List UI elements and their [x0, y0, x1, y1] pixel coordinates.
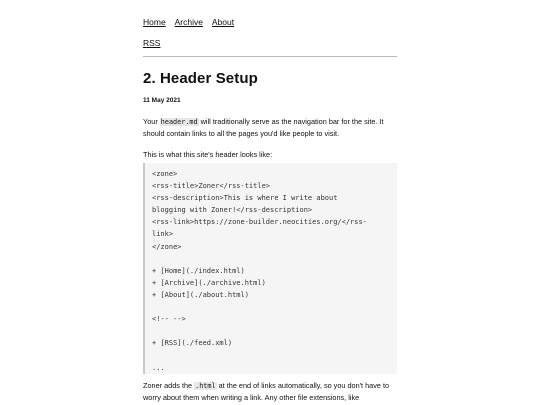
nav-link-rss[interactable]: RSS	[143, 38, 161, 48]
code-line: + [RSS](./feed.xml)	[152, 339, 233, 348]
nav-link-about[interactable]: About	[211, 17, 235, 27]
code-line: </zone>	[152, 242, 182, 251]
paragraph-html-text-2: at the end of links automatically, so you don't have to worry about them when writing a link. Any other file extensions, like	[143, 381, 390, 402]
code-line: <rss-title>Zoner</rss-title>	[152, 182, 271, 191]
paragraph-intro-text-2: will traditionally serve as the navigation bar for the site. It should contain links to all the pages you'd like people to visit.	[143, 117, 384, 138]
paragraph-html-text-1: Zoner adds the	[143, 381, 195, 390]
code-line: <rss-link>https://zone-builder.neocities.org/</rss-	[152, 218, 367, 227]
code-line: + [Home](./index.html)	[152, 266, 245, 275]
code-line: ...	[152, 363, 165, 372]
site-nav	[143, 17, 241, 27]
nav-link-archive[interactable]: Archive	[174, 17, 203, 27]
paragraph-intro	[143, 116, 397, 140]
code-line: link>	[152, 230, 174, 239]
rss-row	[143, 38, 160, 48]
paragraph-intro-text-1: Your	[143, 117, 160, 126]
header-divider	[143, 56, 397, 57]
code-line: <zone>	[152, 170, 178, 178]
code-block	[143, 163, 397, 374]
inline-code-header-md: header.md	[160, 118, 198, 126]
nav-link-home[interactable]: Home	[143, 17, 166, 27]
code-line: <!-- -->	[152, 315, 186, 324]
inline-code-html: .html	[195, 382, 216, 390]
code-block-text	[145, 163, 397, 374]
post-date: 11 May 2021	[143, 97, 181, 104]
code-line: + [Archive](./archive.html)	[152, 278, 266, 287]
paragraph-html-extension	[143, 380, 397, 404]
post-title: 2. Header Setup	[143, 70, 258, 87]
paragraph-header-example: This is what this site's header looks like:	[143, 150, 273, 159]
code-line: + [About](./about.html)	[152, 290, 249, 299]
code-line: blogging with Zoner!</rss-description>	[152, 206, 313, 215]
code-line: <rss-description>This is where I write about	[152, 194, 338, 203]
